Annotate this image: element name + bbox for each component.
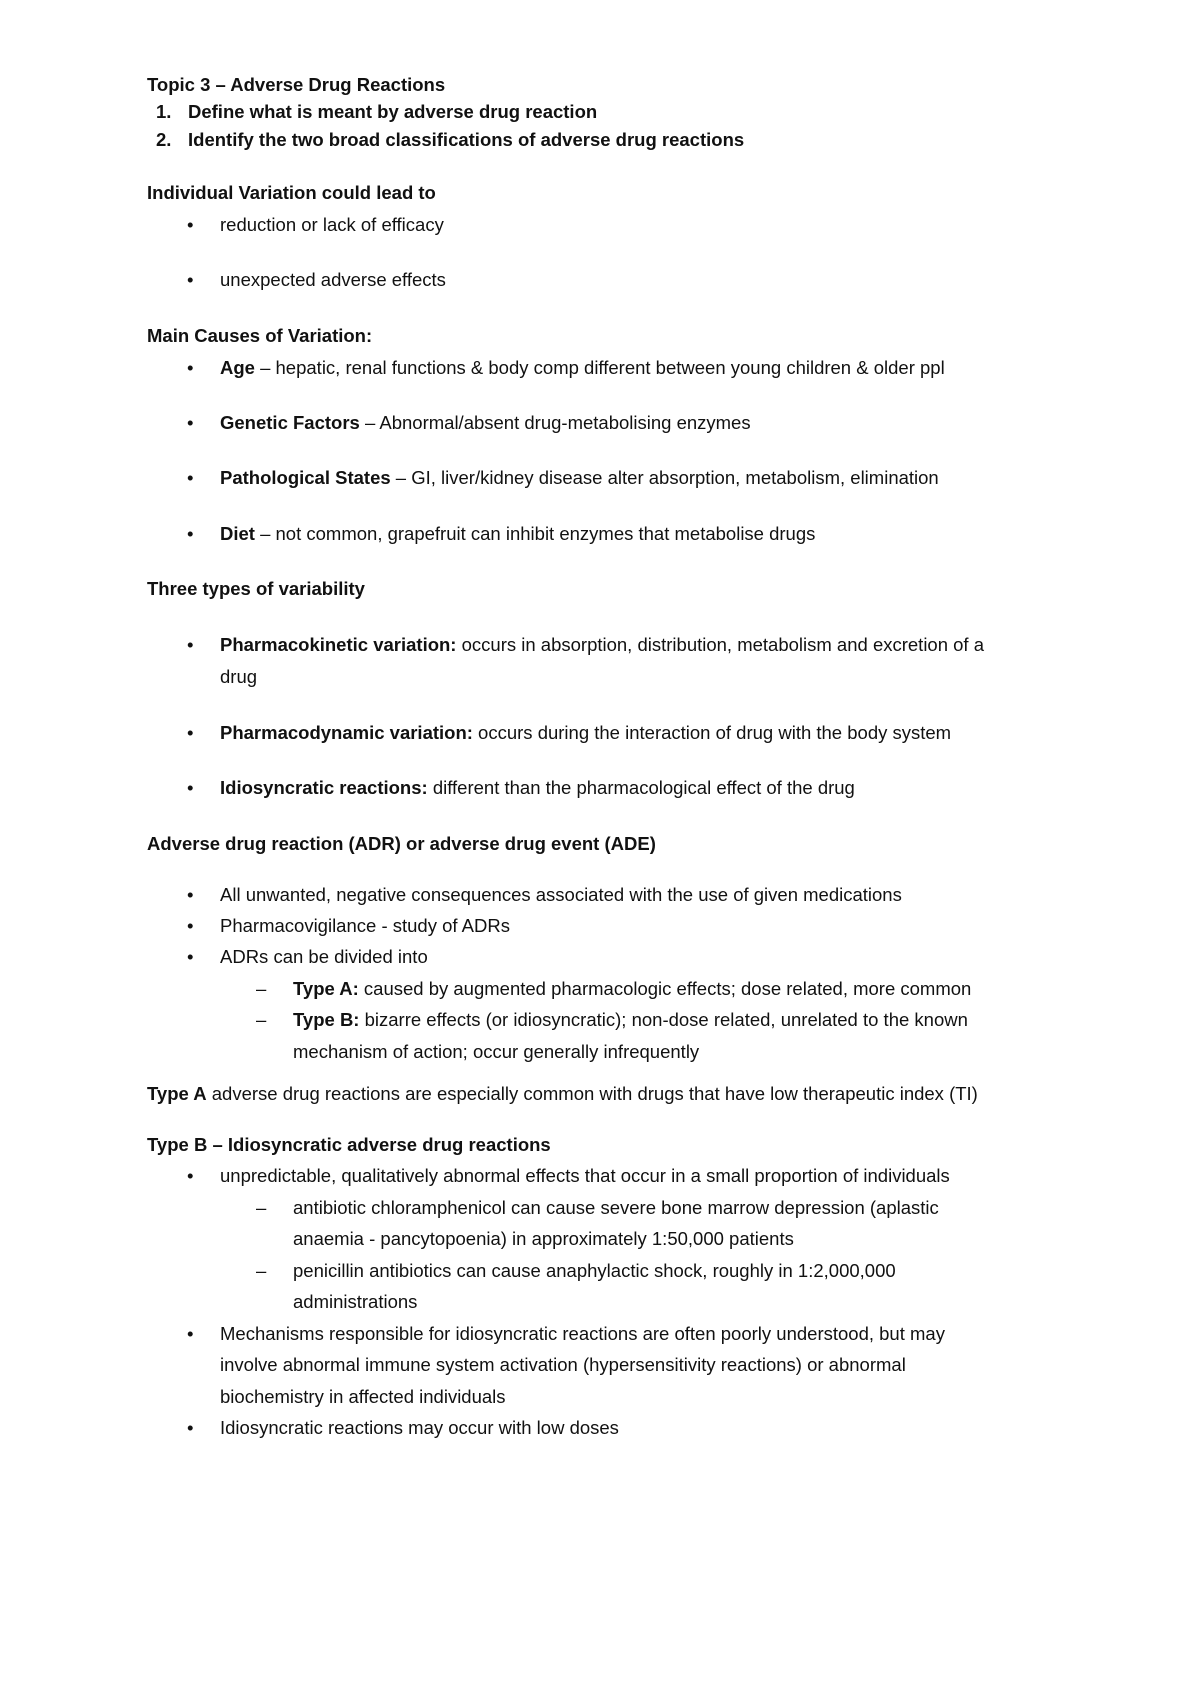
- bullet-icon: •: [187, 1323, 194, 1344]
- term: Type A:: [293, 978, 359, 999]
- term-description: caused by augmented pharmacologic effects; dose related, more common: [358, 978, 972, 999]
- dash-icon: –: [256, 1260, 267, 1281]
- sub-list-item: penicillin antibiotics can cause anaphylactic shock, roughly in 1:2,000,000: [293, 1260, 896, 1281]
- section-heading: Individual Variation could lead to: [147, 182, 436, 203]
- list-item: Pharmacovigilance - study of ADRs: [220, 915, 510, 936]
- list-item: ADRs can be divided into: [220, 946, 428, 967]
- section-heading: Type B – Idiosyncratic adverse drug reactions: [147, 1134, 551, 1155]
- term-description: – not common, grapefruit can inhibit enzymes that metabolise drugs: [254, 523, 816, 544]
- term: Diet: [220, 523, 255, 544]
- list-item: All unwanted, negative consequences associated with the use of given medications: [220, 884, 902, 905]
- term: Pharmacokinetic variation:: [220, 634, 457, 655]
- bullet-icon: •: [187, 214, 194, 235]
- bullet-icon: •: [187, 915, 194, 936]
- list-item: [220, 777, 855, 799]
- list-item: [220, 467, 939, 489]
- objective-text: Identify the two broad classifications of adverse drug reactions: [188, 129, 745, 150]
- term: Type A: [147, 1083, 207, 1104]
- list-item-continuation: biochemistry in affected individuals: [220, 1386, 506, 1407]
- dash-icon: –: [256, 978, 267, 999]
- paragraph: [147, 1083, 978, 1105]
- term: Type B:: [293, 1009, 360, 1030]
- term: Pharmacodynamic variation:: [220, 722, 473, 743]
- bullet-icon: •: [187, 777, 194, 798]
- sub-list-item-continuation: mechanism of action; occur generally infrequently: [293, 1041, 700, 1062]
- term-description: different than the pharmacological effect of the drug: [427, 777, 855, 798]
- bullet-icon: •: [187, 523, 194, 544]
- sub-list-item: [293, 1009, 968, 1031]
- bullet-icon: •: [187, 467, 194, 488]
- list-item: reduction or lack of efficacy: [220, 214, 444, 235]
- list-item: [220, 523, 815, 545]
- list-item: [220, 722, 951, 744]
- bullet-icon: •: [187, 412, 194, 433]
- term: Pathological States: [220, 467, 391, 488]
- list-item: unpredictable, qualitatively abnormal effects that occur in a small proportion of individuals: [220, 1165, 950, 1186]
- section-heading: Main Causes of Variation:: [147, 325, 373, 346]
- bullet-icon: •: [187, 357, 194, 378]
- sub-list-item: antibiotic chloramphenicol can cause severe bone marrow depression (aplastic: [293, 1197, 939, 1218]
- term-description: – hepatic, renal functions & body comp different between young children & older ppl: [254, 357, 945, 378]
- term: Idiosyncratic reactions:: [220, 777, 428, 798]
- list-item: [220, 357, 945, 379]
- section-heading: Adverse drug reaction (ADR) or adverse drug event (ADE): [147, 833, 656, 854]
- list-item-continuation: drug: [220, 666, 258, 687]
- term-description: occurs during the interaction of drug with the body system: [472, 722, 952, 743]
- list-item: [220, 634, 984, 656]
- term-description: occurs in absorption, distribution, metabolism and excretion of a: [456, 634, 985, 655]
- bullet-icon: •: [187, 634, 194, 655]
- dash-icon: –: [256, 1197, 267, 1218]
- bullet-icon: •: [187, 1417, 194, 1438]
- dash-icon: –: [256, 1009, 267, 1030]
- bullet-icon: •: [187, 884, 194, 905]
- page-title: Topic 3 – Adverse Drug Reactions: [147, 74, 446, 95]
- bullet-icon: •: [187, 722, 194, 743]
- bullet-icon: •: [187, 946, 194, 967]
- section-heading: Three types of variability: [147, 578, 365, 599]
- list-item-continuation: involve abnormal immune system activation (hypersensitivity reactions) or abnormal: [220, 1354, 906, 1375]
- sub-list-item: [293, 978, 971, 1000]
- sub-list-item-continuation: anaemia - pancytopoenia) in approximately 1:50,000 patients: [293, 1228, 794, 1249]
- term-description: – GI, liver/kidney disease alter absorption, metabolism, elimination: [390, 467, 939, 488]
- term: Genetic Factors: [220, 412, 360, 433]
- bullet-icon: •: [187, 1165, 194, 1186]
- list-item: unexpected adverse effects: [220, 269, 446, 290]
- objective-text: Define what is meant by adverse drug reaction: [188, 101, 598, 122]
- list-item: Idiosyncratic reactions may occur with low doses: [220, 1417, 619, 1438]
- objective-number: 2.: [156, 129, 172, 150]
- term: Age: [220, 357, 255, 378]
- list-item: Mechanisms responsible for idiosyncratic reactions are often poorly understood, but may: [220, 1323, 945, 1344]
- objective-number: 1.: [156, 101, 172, 122]
- paragraph-text: adverse drug reactions are especially common with drugs that have low therapeutic index (TI): [206, 1083, 978, 1104]
- sub-list-item-continuation: administrations: [293, 1291, 418, 1312]
- list-item: [220, 412, 751, 434]
- term-description: – Abnormal/absent drug-metabolising enzymes: [359, 412, 751, 433]
- term-description: bizarre effects (or idiosyncratic); non-dose related, unrelated to the known: [359, 1009, 968, 1030]
- bullet-icon: •: [187, 269, 194, 290]
